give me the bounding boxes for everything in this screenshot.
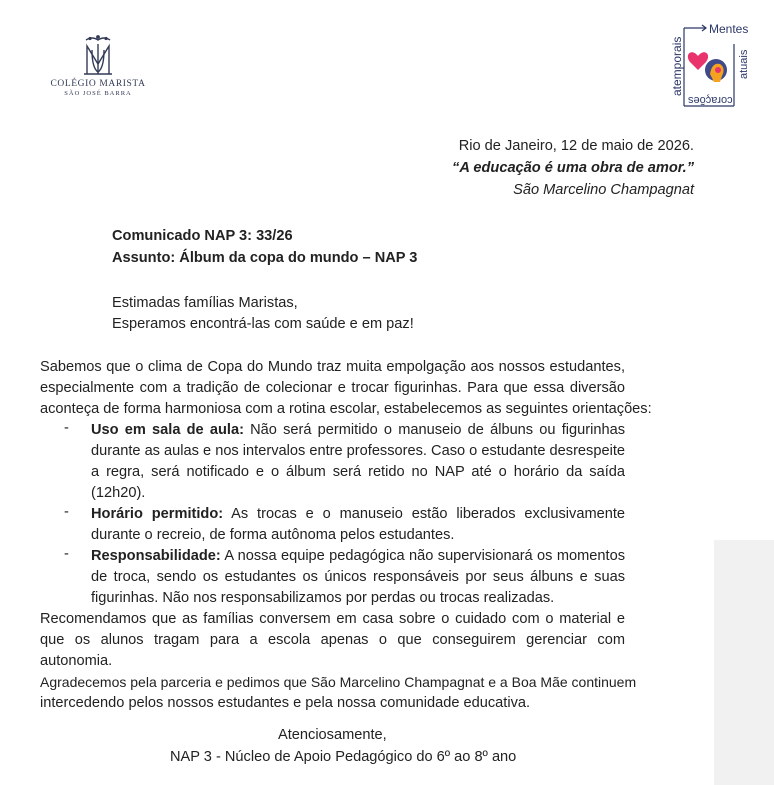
greeting-line-2: Esperamos encontrá-las com saúde e em paz! [112, 316, 414, 332]
rule-line: durante as aulas e nos intervalos entre professores. Caso o estudante desrespeite [91, 443, 625, 459]
motto-badge [668, 22, 762, 112]
closing-line: intercedendo pelos nossos estudantes e pela nossa comunidade educativa. [40, 695, 531, 711]
rule-dash: - [64, 420, 69, 436]
school-logo [48, 34, 148, 100]
rule-line: figurinhas. Não nos responsabilizamos por perdas ou trocas realizadas. [91, 590, 555, 606]
greeting-line-1: Estimadas famílias Maristas, [112, 295, 298, 311]
school-name: COLÉGIO MARISTA [50, 79, 146, 89]
marist-monogram-icon [78, 34, 118, 78]
intro-line: aconteça de forma harmoniosa com a rotina escolar, estabelecemos as seguintes orientações: [40, 401, 652, 417]
closing-line: Agradecemos pela parceria e pedimos que São Marcelino Champagnat e a Boa Mãe continuem [40, 674, 637, 690]
rule-label: Responsabilidade: [91, 548, 221, 564]
department-signature: NAP 3 - Núcleo de Apoio Pedagógico do 6º ao 8º ano [170, 749, 517, 765]
rule-dash: - [64, 546, 69, 562]
intro-line: especialmente com a tradição de colecionar e trocar figurinhas. Para que essa diversão [40, 380, 625, 396]
closing-line: Recomendamos que as famílias conversem em casa sobre o cuidado com o material e [40, 611, 625, 627]
rule-dash: - [64, 504, 69, 520]
rule-label: Uso em sala de aula: [91, 422, 244, 438]
rule-line: a regra, será notificado e o álbum será retido no NAP até o horário da saída [91, 464, 625, 480]
badge-word-left: atemporais [670, 36, 684, 96]
badge-word-bottom: corações [688, 94, 733, 106]
closing-line: autonomia. [40, 653, 113, 669]
school-subtitle: SÃO JOSÉ BARRA [64, 90, 132, 97]
communique-subject: Assunto: Álbum da copa do mundo – NAP 3 [112, 250, 418, 266]
side-panel-background [714, 540, 774, 785]
rule-line: Responsabilidade: A nossa equipe pedagógica não supervisionará os momentos [91, 548, 625, 564]
rule-line: Horário permitido: As trocas e o manuseio estão liberados exclusivamente [91, 506, 625, 522]
regards: Atenciosamente, [278, 727, 387, 743]
quote: “A educação é uma obra de amor.” [452, 160, 694, 176]
closing-line: que os alunos tragam para a escola apenas o que conseguirem gerenciar com [40, 632, 625, 648]
quote-author: São Marcelino Champagnat [513, 182, 694, 198]
badge-word-top: Mentes [709, 22, 749, 36]
rule-line: Uso em sala de aula: Não será permitido o manuseio de álbuns ou figurinhas [91, 422, 625, 438]
place-date: Rio de Janeiro, 12 de maio de 2026. [458, 138, 694, 154]
rule-line: durante o recreio, de forma autônoma pelos estudantes. [91, 527, 455, 543]
rule-label: Horário permitido: [91, 506, 224, 522]
rule-line: de troca, sendo os estudantes os únicos responsáveis por seus álbuns e suas [91, 569, 625, 585]
communique-number: Comunicado NAP 3: 33/26 [112, 228, 293, 244]
intro-line: Sabemos que o clima de Copa do Mundo traz muita empolgação aos nossos estudantes, [40, 359, 625, 375]
rule-line: (12h20). [91, 485, 146, 501]
badge-word-right: atuais [738, 49, 750, 79]
